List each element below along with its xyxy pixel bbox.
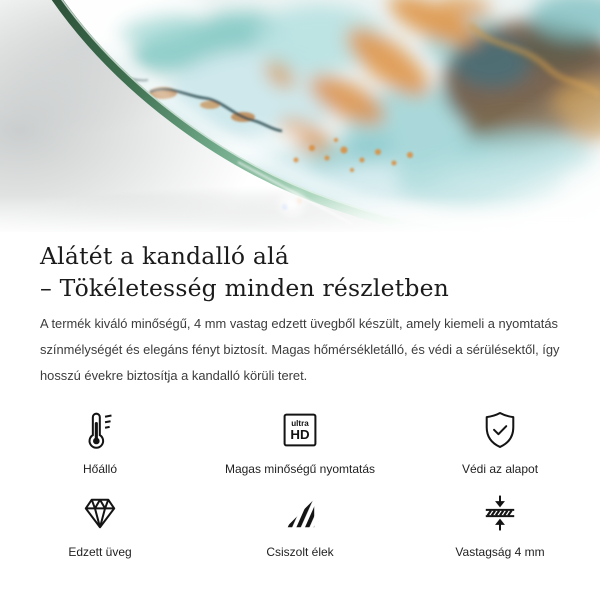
feature-label: Csiszolt élek xyxy=(266,545,334,559)
ultra-hd-icon xyxy=(278,407,322,453)
polished-edges-icon xyxy=(278,490,322,536)
feature-protects-base xyxy=(400,407,600,476)
shield-check-icon xyxy=(478,407,522,453)
feature-label: Edzett üveg xyxy=(68,545,132,559)
feature-label: Védi az alapot xyxy=(461,462,539,476)
page-title xyxy=(40,240,560,304)
feature-label: Hőálló xyxy=(82,462,118,476)
feature-label: Vastagság 4 mm xyxy=(455,545,545,559)
title-line-1: Alátét a kandalló alá xyxy=(40,242,290,270)
ultra-hd-badge-top: ultra xyxy=(291,419,309,429)
hero-image xyxy=(0,0,600,232)
content-section xyxy=(0,240,600,389)
title-line-2: – Tökéletesség minden részletben xyxy=(40,274,450,302)
description-line-1: A termék kiváló minőségű, 4 mm vastag edzett üvegből készült, amely kiemeli a nyomtatás xyxy=(40,316,559,331)
ultra-hd-badge-bottom: HD xyxy=(290,426,310,442)
feature-label: Magas minőségű nyomtatás xyxy=(224,462,376,476)
feature-heat-resistant xyxy=(0,407,200,476)
feature-polished-edges xyxy=(200,490,400,559)
feature-tempered-glass xyxy=(0,490,200,559)
diamond-icon xyxy=(78,490,122,536)
feature-thickness xyxy=(400,490,600,559)
thermometer-icon xyxy=(78,407,122,453)
features-grid xyxy=(0,407,600,559)
description-line-3: hosszú évekre biztosítja a kandalló körüli teret. xyxy=(40,368,308,383)
thickness-icon xyxy=(478,490,522,536)
glass-disc-illustration xyxy=(0,0,600,232)
product-description xyxy=(40,311,560,389)
feature-high-quality-print xyxy=(200,407,400,476)
description-line-2: színmélységét és elegáns fényt biztosít. Magas hőmérsékletálló, és védi a sérülésektől, így xyxy=(40,342,560,357)
